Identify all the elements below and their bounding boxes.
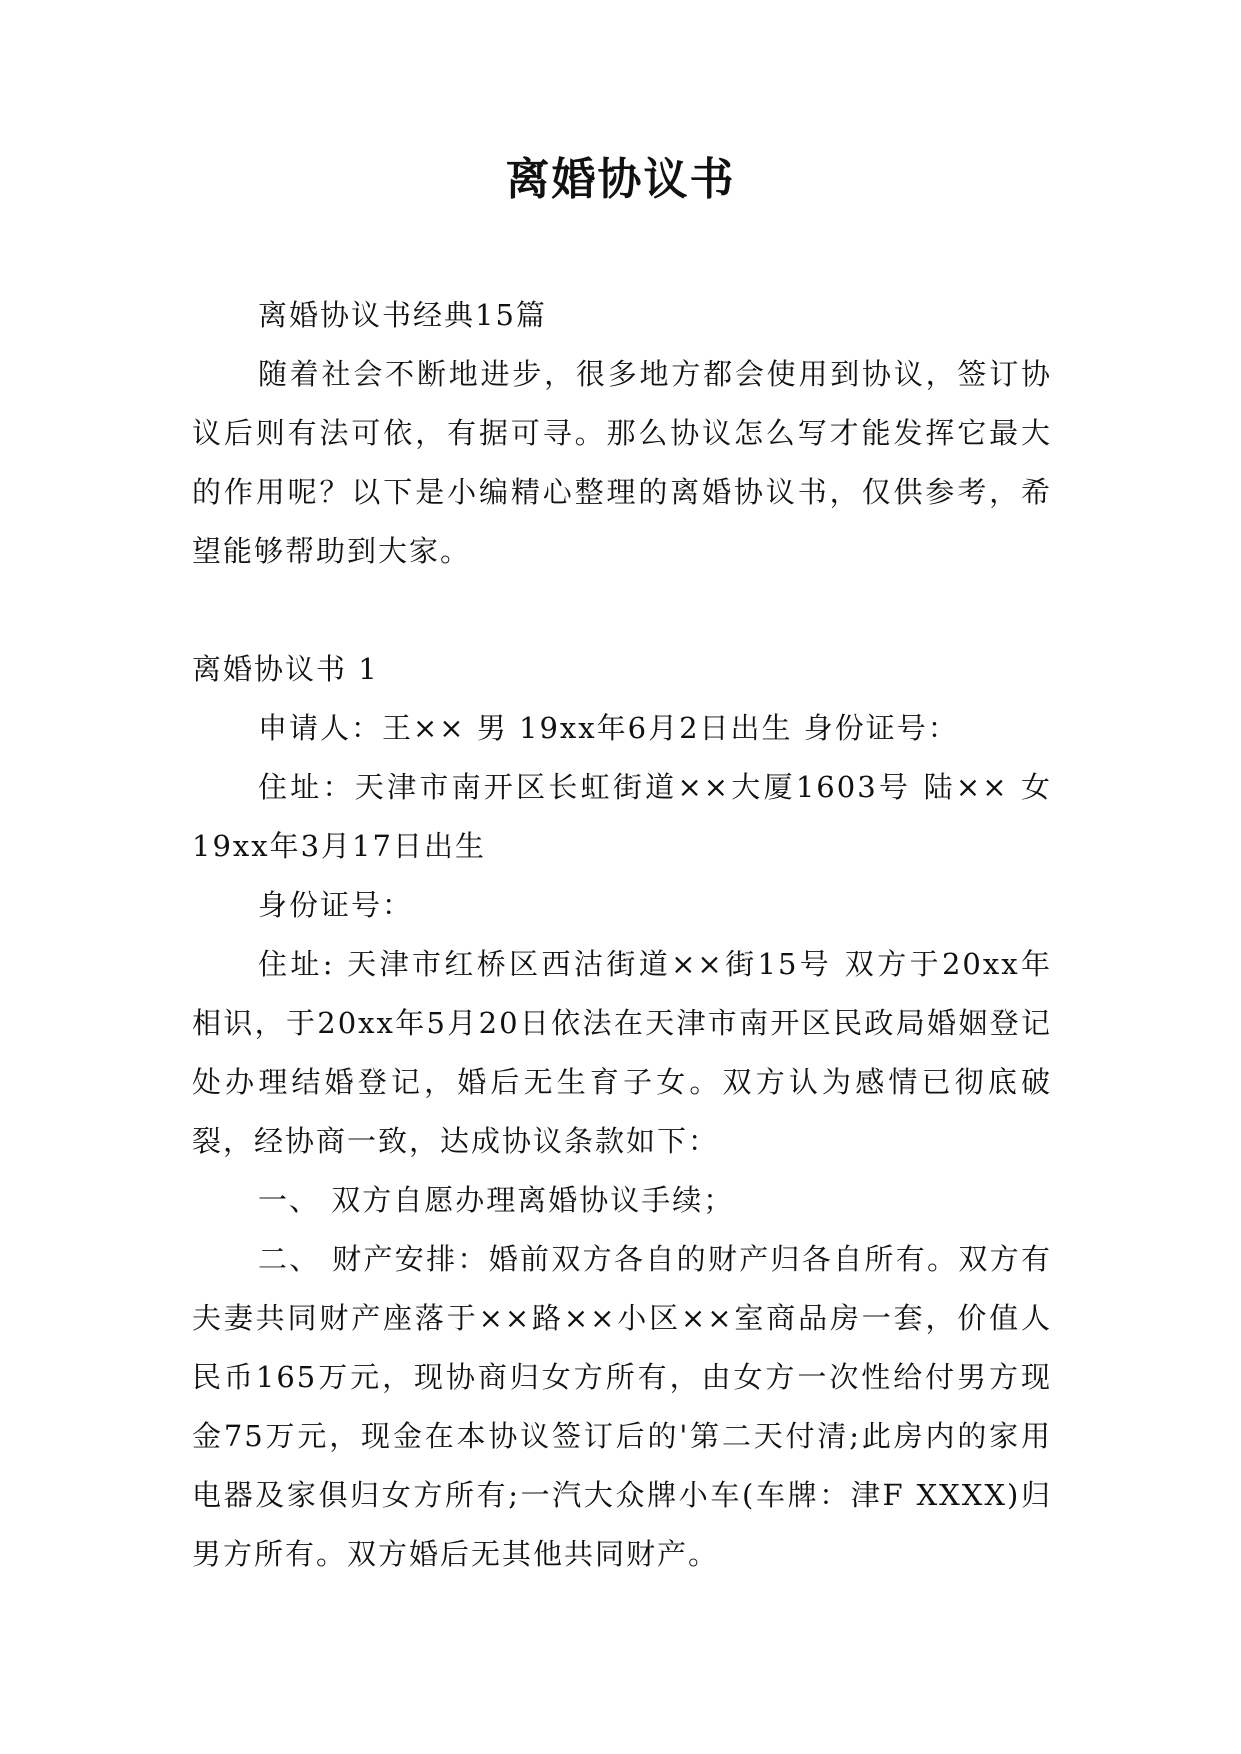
document-title: 离婚协议书 xyxy=(505,154,736,205)
address-paragraph-2: 住址: 天津市红桥区西沽街道××街15号 双方于20xx年相识，于20xx年5月20日依法在天津市南开区民政局婚姻登记处办理结婚登记，婚后无生育子女。双方认为感情已彻底破裂，经协商一致，达成协议条款如下： xyxy=(192,947,1052,1158)
subtitle-paragraph: 离婚协议书经典15篇 xyxy=(258,298,547,332)
clause-one: 一、 双方自愿办理离婚协议手续； xyxy=(258,1183,735,1217)
paragraph-gap xyxy=(192,581,1052,640)
applicant-paragraph: 申请人：王×× 男 19xx年6月2日出生 身份证号： xyxy=(258,711,959,745)
address-paragraph-1: 住址：天津市南开区长虹街道××大厦1603号 陆×× 女 19xx年3月17日出生 xyxy=(192,770,1052,863)
document-body xyxy=(192,286,1052,1584)
section-heading: 离婚协议书 1 xyxy=(192,652,379,686)
clause-two: 二、 财产安排：婚前双方各自的财产归各自所有。双方有夫妻共同财产座落于××路××小区××室商品房一套，价值人民币165万元，现协商归女方所有，由女方一次性给付男方现金75万元，现金在本协议签订后的'第二天付清;此房内的家用电器及家俱归女方所有;一汽大众牌小车(车牌：津F XXXX)归男方所有。双方婚后无其他共同财产。 xyxy=(192,1242,1052,1571)
intro-paragraph: 随着社会不断地进步，很多地方都会使用到协议，签订协议后则有法可依，有据可寻。那么协议怎么写才能发挥它最大的作用呢？以下是小编精心整理的离婚协议书，仅供参考，希望能够帮助到大家。 xyxy=(192,357,1052,568)
id-number-paragraph: 身份证号： xyxy=(258,888,414,922)
